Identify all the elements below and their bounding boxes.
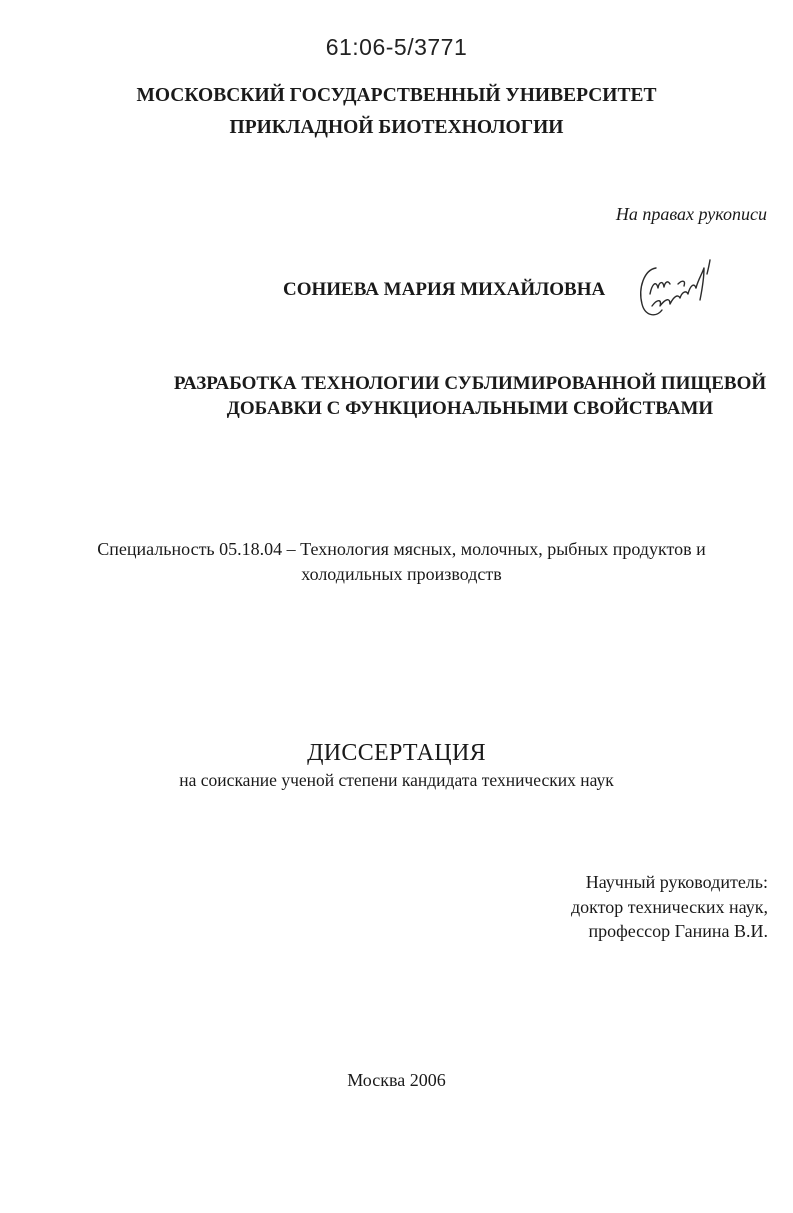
university-name-line-1: МОСКОВСКИЙ ГОСУДАРСТВЕННЫЙ УНИВЕРСИТЕТ [136, 85, 657, 106]
city-year: Москва 2006 [347, 1070, 446, 1090]
university-name [0, 80, 793, 144]
author-name: СОНИЕВА МАРИЯ МИХАЙЛОВНА [283, 279, 606, 300]
specialty-line-2: холодильных производств [301, 564, 502, 584]
manuscript-rights-note: На правах рукописи [615, 204, 767, 224]
specialty-line-1: Специальность 05.18.04 – Технология мясных, молочных, рыбных продуктов и [97, 539, 706, 559]
supervisor-block [571, 870, 768, 944]
thesis-title-line-2: ДОБАВКИ С ФУНКЦИОНАЛЬНЫМИ СВОЙСТВАМИ [226, 398, 714, 419]
supervisor-name: профессор Ганина В.И. [588, 921, 768, 941]
supervisor-degree: доктор технических наук, [571, 896, 768, 917]
catalog-number: 61:06-5/3771 [325, 34, 468, 60]
document-type-label: ДИССЕРТАЦИЯ [307, 740, 486, 766]
handwritten-signature [632, 254, 722, 324]
degree-line: на соискание ученой степени кандидата технических наук [179, 770, 614, 790]
thesis-title [150, 371, 790, 421]
specialty [0, 537, 793, 587]
university-name-line-2: ПРИКЛАДНОЙ БИОТЕХНОЛОГИИ [229, 117, 564, 138]
supervisor-role: Научный руководитель: [585, 872, 768, 892]
thesis-title-line-1: РАЗРАБОТКА ТЕХНОЛОГИИ СУБЛИМИРОВАННОЙ ПИЩЕВОЙ [173, 373, 767, 394]
